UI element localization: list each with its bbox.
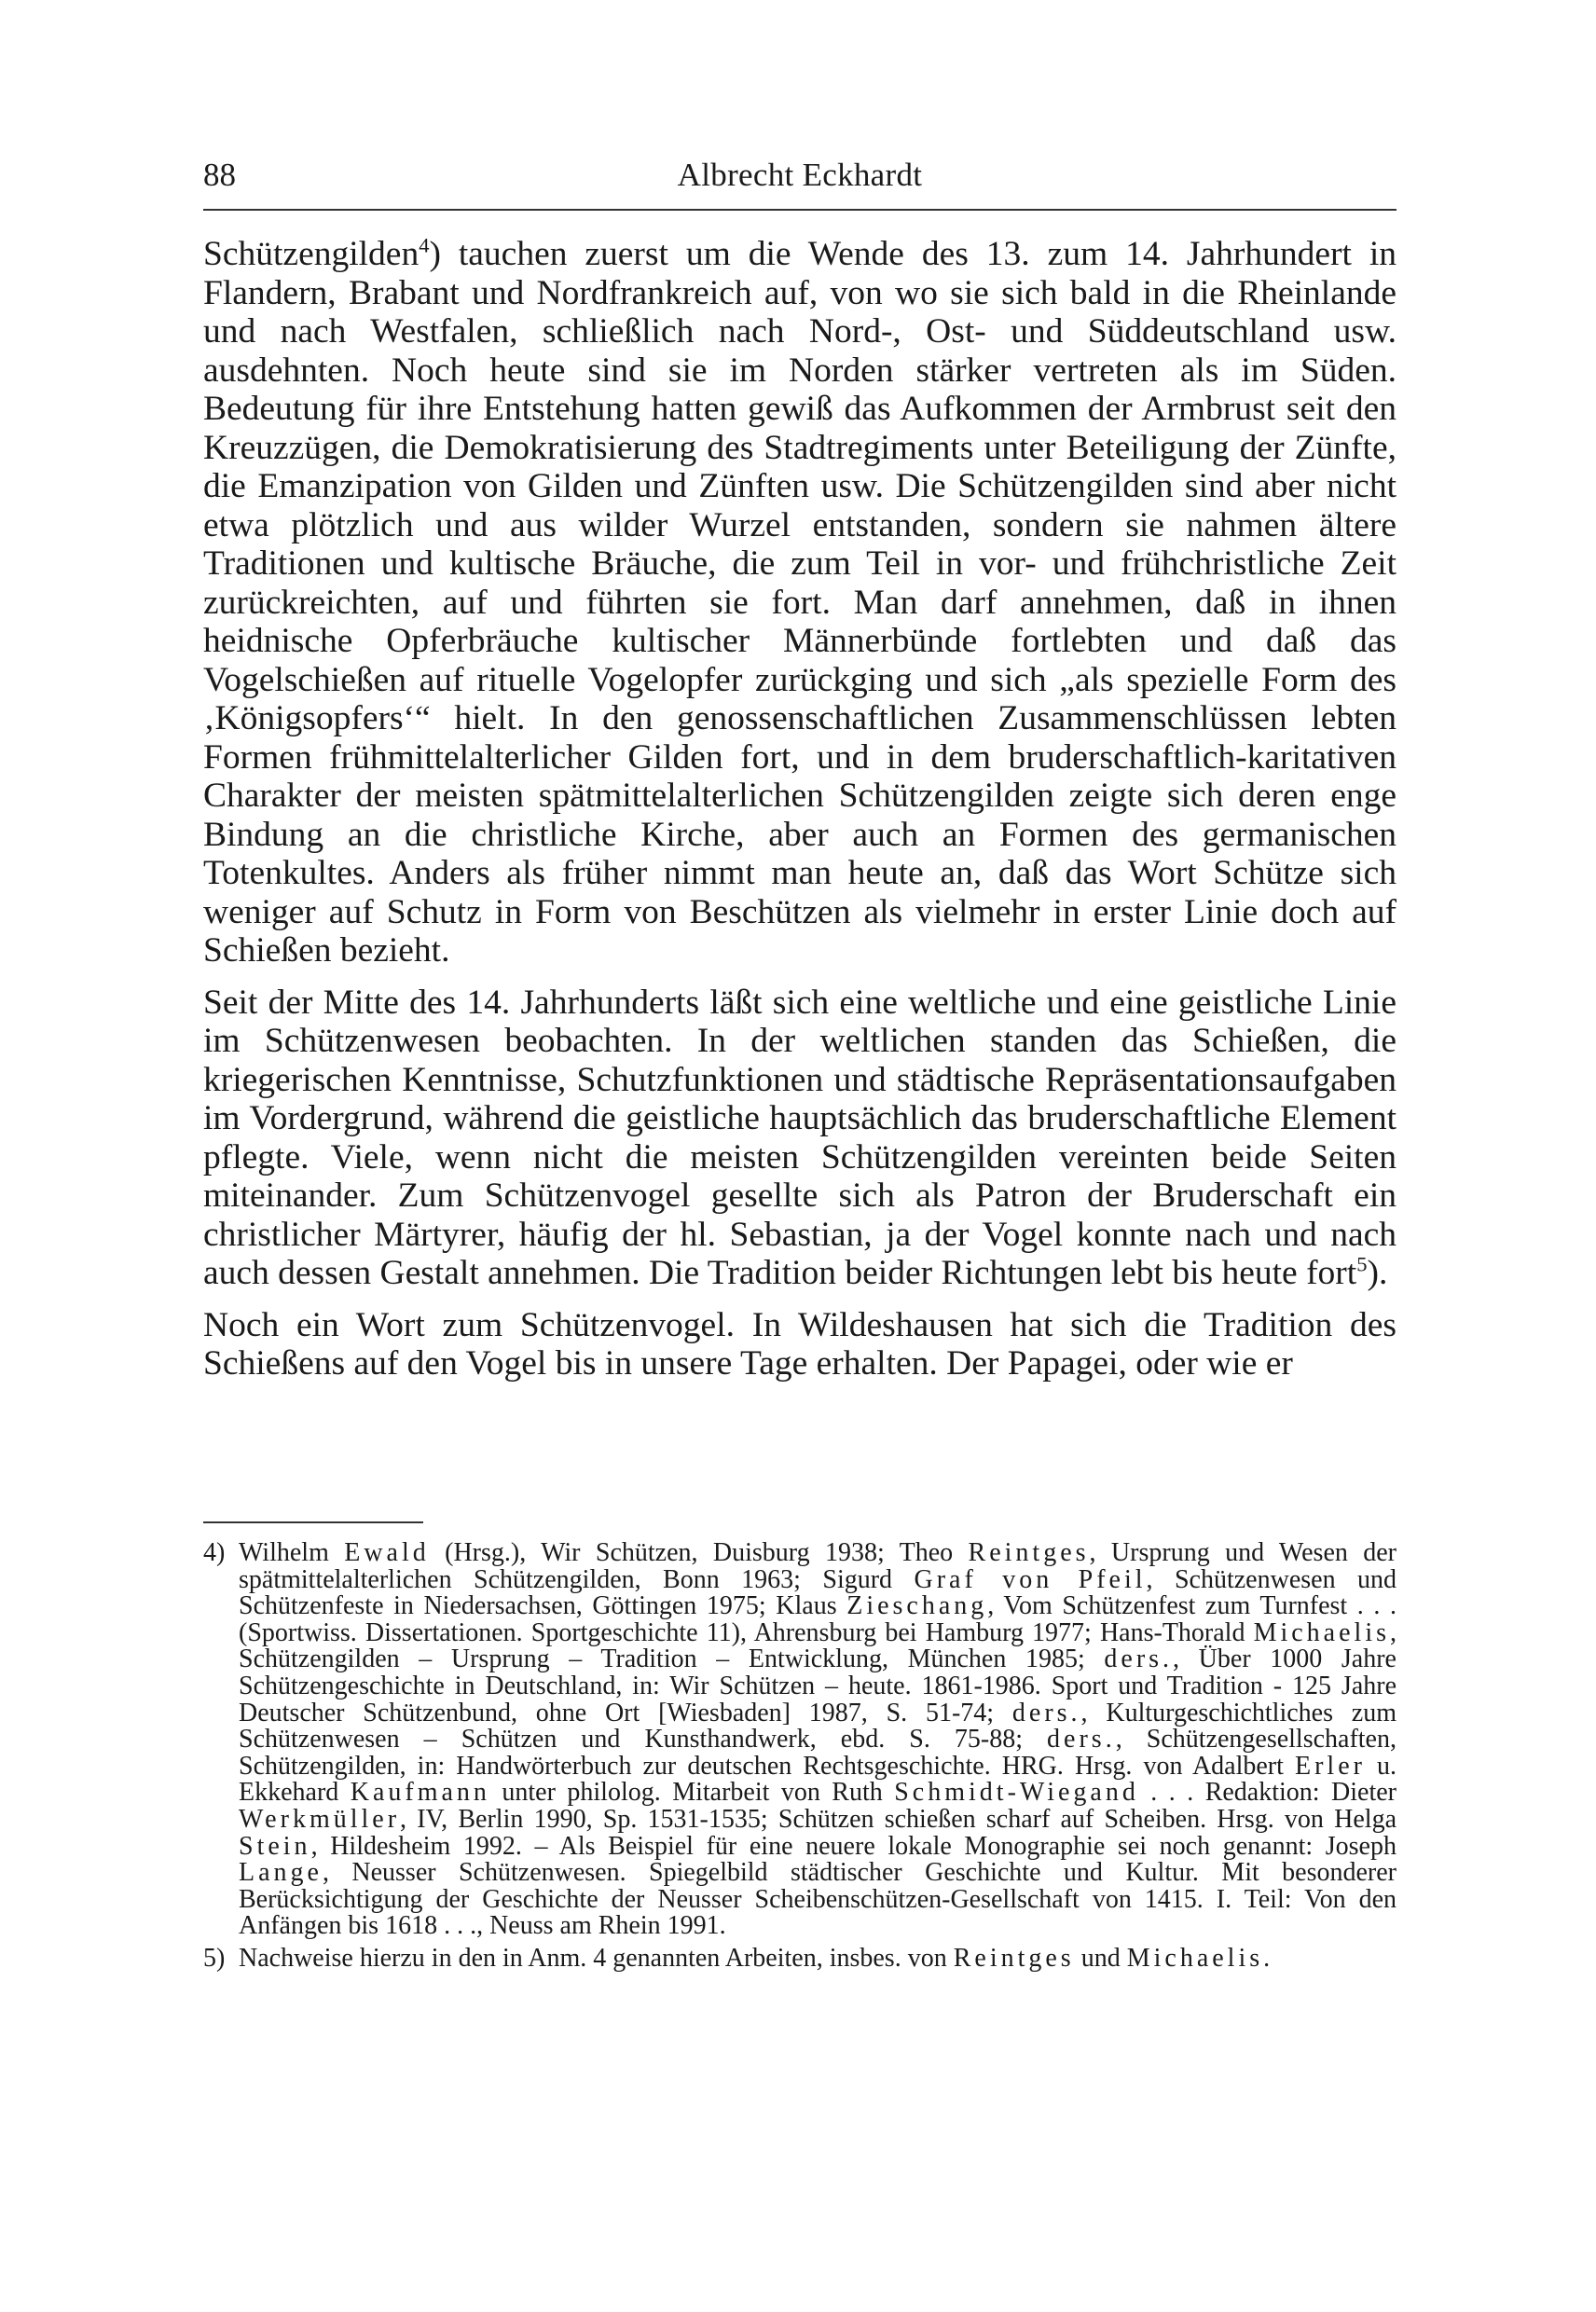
footnote-text: , Kulturgeschichtliches zum Schützenwesen – Schützen und Kunsthandwerk, ebd. S. 75-88; [239, 1698, 1397, 1755]
footnote-text: , Hildesheim 1992. – Als Beispiel für eine neuere lokale Monographie sei noch genannt: Joseph [310, 1831, 1396, 1861]
author-name: Erler [1294, 1751, 1366, 1781]
paragraph-2-text-b: ). [1367, 1254, 1388, 1292]
author-name: Reintges [968, 1538, 1090, 1567]
author-name: Michaelis [1253, 1617, 1390, 1647]
paragraph-2-text-a: Seit der Mitte des 14. Jahrhunderts läßt sich eine weltliche und eine geistliche Linie im Schützenwesen beobachten. In der weltlichen standen das Schießen, die kriegerischen Kenntnisse, Schutzfunktionen und städtische Repräsentationsaufgaben im Vordergrund, während die geistliche hauptsächlich das bruderschaftliche Element pflegte. Viele, wenn nicht die meisten Schützengilden vereinten beide Seiten miteinander. Zum Schützenvogel gesellte sich als Patron der Bruderschaft ein christlicher Märtyrer, häufig der hl. Sebastian, ja der Vogel konnte nach und nach auch dessen Gestalt annehmen. Die Tradition beider Richtungen lebt bis heute fort [203, 983, 1396, 1292]
author-name: Michaelis [1126, 1943, 1264, 1973]
footnotes [203, 1540, 1396, 1978]
page-header [203, 157, 1396, 205]
footnote-text: , Ursprung und Wesen der spätmittelalterlichen Schützengilden, Bonn 1963; Sigurd [239, 1538, 1396, 1594]
body-text [203, 235, 1396, 1397]
paragraph-2 [203, 984, 1396, 1293]
author-name: Stein [239, 1831, 311, 1861]
author-name: Zieschang [846, 1591, 988, 1621]
footnote-text: . . . Redaktion: Dieter [1138, 1778, 1396, 1808]
author-name: ders. [1047, 1725, 1116, 1755]
footnote-text: Wilhelm [239, 1538, 345, 1567]
footnote-text: unter philolog. Mitarbeit von Ruth [489, 1778, 895, 1808]
footnote-ref-4: 4 [419, 233, 430, 257]
footnote-text: , Schützengilden – Ursprung – Tradition – Entwicklung, München 1985; [239, 1617, 1396, 1674]
footnote-text: , Vom Schützenfest zum Turnfest . . . (Sportwiss. Dissertationen. Sportgeschichte 11), Ahrensburg bei Hamburg 1977; Hans-Thorald [239, 1591, 1396, 1647]
paragraph-1-text-a: Schützengilden [203, 235, 420, 273]
paragraph-1-text-b: ) tauchen zuerst um die Wende des 13. zum 14. Jahrhundert in Flandern, Brabant und Nordfrankreich auf, von wo sie sich bald in die Rheinlande und nach Westfalen, schließlich nach Nord-, Ost- und Süddeutschland usw. ausdehnten. Noch heute sind sie im Norden stärker vertreten als im Süden. Bedeutung für ihre Entstehung hatten gewiß das Aufkommen der Armbrust seit den Kreuzzügen, die Demokratisierung des Stadtregiments unter Beteiligung der Zünfte, die Emanzipation von Gilden und Zünften usw. Die Schützengilden sind aber nicht etwa plötzlich und aus wilder Wurzel entstanden, sondern sie nahmen ältere Traditionen und kultische Bräuche, die zum Teil in vor- und frühchristliche Zeit zurückreichten, auf und führten sie fort. Man darf annehmen, daß in ihnen heidnische Opferbräuche kultischer Männerbünde fortlebten und daß das Vogelschießen auf rituelle Vogelopfer zurückging und sich „als spezielle Form des ‚Königsopfers‘“ hielt. In den genossenschaftlichen Zusammenschlüssen lebten Formen frühmittelalterlicher Gilden fort, und in dem bruderschaftlich-karitativen Charakter der meisten spätmittelalterlichen Schützengilden zeigte sich deren enge Bindung an die christliche Kirche, aber auch an Formen des germanischen Totenkultes. Anders als früher nimmt man heute an, daß das Wort Schütze sich weniger auf Schutz in Form von Beschützen als vielmehr in erster Linie doch auf Schießen bezieht. [203, 235, 1396, 970]
footnote-text: und [1074, 1943, 1127, 1973]
author-name: Graf von Pfeil [914, 1564, 1147, 1594]
author-name: Kaufmann [350, 1778, 490, 1808]
footnote-text: , Schützengesellschaften, Schützengilden, in: Handwörterbuch zur deutschen Rechtsgeschichte. HRG. Hrsg. von Adalbert [239, 1725, 1396, 1781]
running-head: Albrecht Eckhardt [677, 157, 923, 193]
footnote-4-mark: 4) [203, 1538, 226, 1567]
footnote-text: , Über 1000 Jahre Schützengeschichte in Deutschland, in: Wir Schützen – heute. 1861-1986. Sport und Tradition - 125 Jahre Deutscher Schützenbund, ohne Ort [Wiesbaden] 1987, S. 51-74; [239, 1645, 1396, 1727]
paragraph-3: Noch ein Wort zum Schützenvogel. In Wildeshausen hat sich die Tradition des Schießens auf den Vogel bis in unsere Tage erhalten. Der Papagei, oder wie er [203, 1305, 1396, 1383]
author-name: Werkmüller [239, 1804, 401, 1834]
author-name: Schmidt-Wiegand [894, 1778, 1139, 1808]
footnote-5 [203, 1943, 1396, 1973]
page-number: 88 [203, 157, 236, 193]
author-name: Reintges [953, 1943, 1075, 1973]
footnote-text: u. Ekkehard [239, 1751, 1397, 1808]
footnote-ref-5: 5 [1356, 1252, 1368, 1276]
footnote-text: (Hrsg.), Wir Schützen, Duisburg 1938; Theo [429, 1538, 969, 1567]
header-rule [203, 209, 1396, 211]
author-name: ders. [1011, 1698, 1081, 1727]
author-name: Ewald [344, 1538, 430, 1567]
footnote-text: Nachweise hierzu in den in Anm. 4 genannten Arbeiten, insbes. von [239, 1943, 954, 1973]
author-name: ders. [1104, 1645, 1174, 1674]
paragraph-1 [203, 235, 1396, 970]
footnote-text: , IV, Berlin 1990, Sp. 1531-1535; Schützen schießen scharf auf Scheiben. Hrsg. von Helga [400, 1804, 1396, 1834]
footnote-text: , Schützenwesen und Schützenfeste in Niedersachsen, Göttingen 1975; Klaus [239, 1564, 1396, 1621]
author-name: Lange [239, 1858, 323, 1888]
footnote-text: . [1263, 1943, 1271, 1973]
footnote-text: , Neusser Schützenwesen. Spiegelbild städtischer Geschichte und Kultur. Mit besonderer Berücksichtigung der Geschichte der Neusser Scheibenschützen-Gesellschaft von 1415. I. Teil: Von den Anfängen bis 1618 . . ., Neuss am Rhein 1991. [239, 1858, 1396, 1941]
footnote-rule [203, 1521, 423, 1523]
footnote-4 [203, 1540, 1396, 1940]
footnote-5-mark: 5) [203, 1943, 226, 1973]
